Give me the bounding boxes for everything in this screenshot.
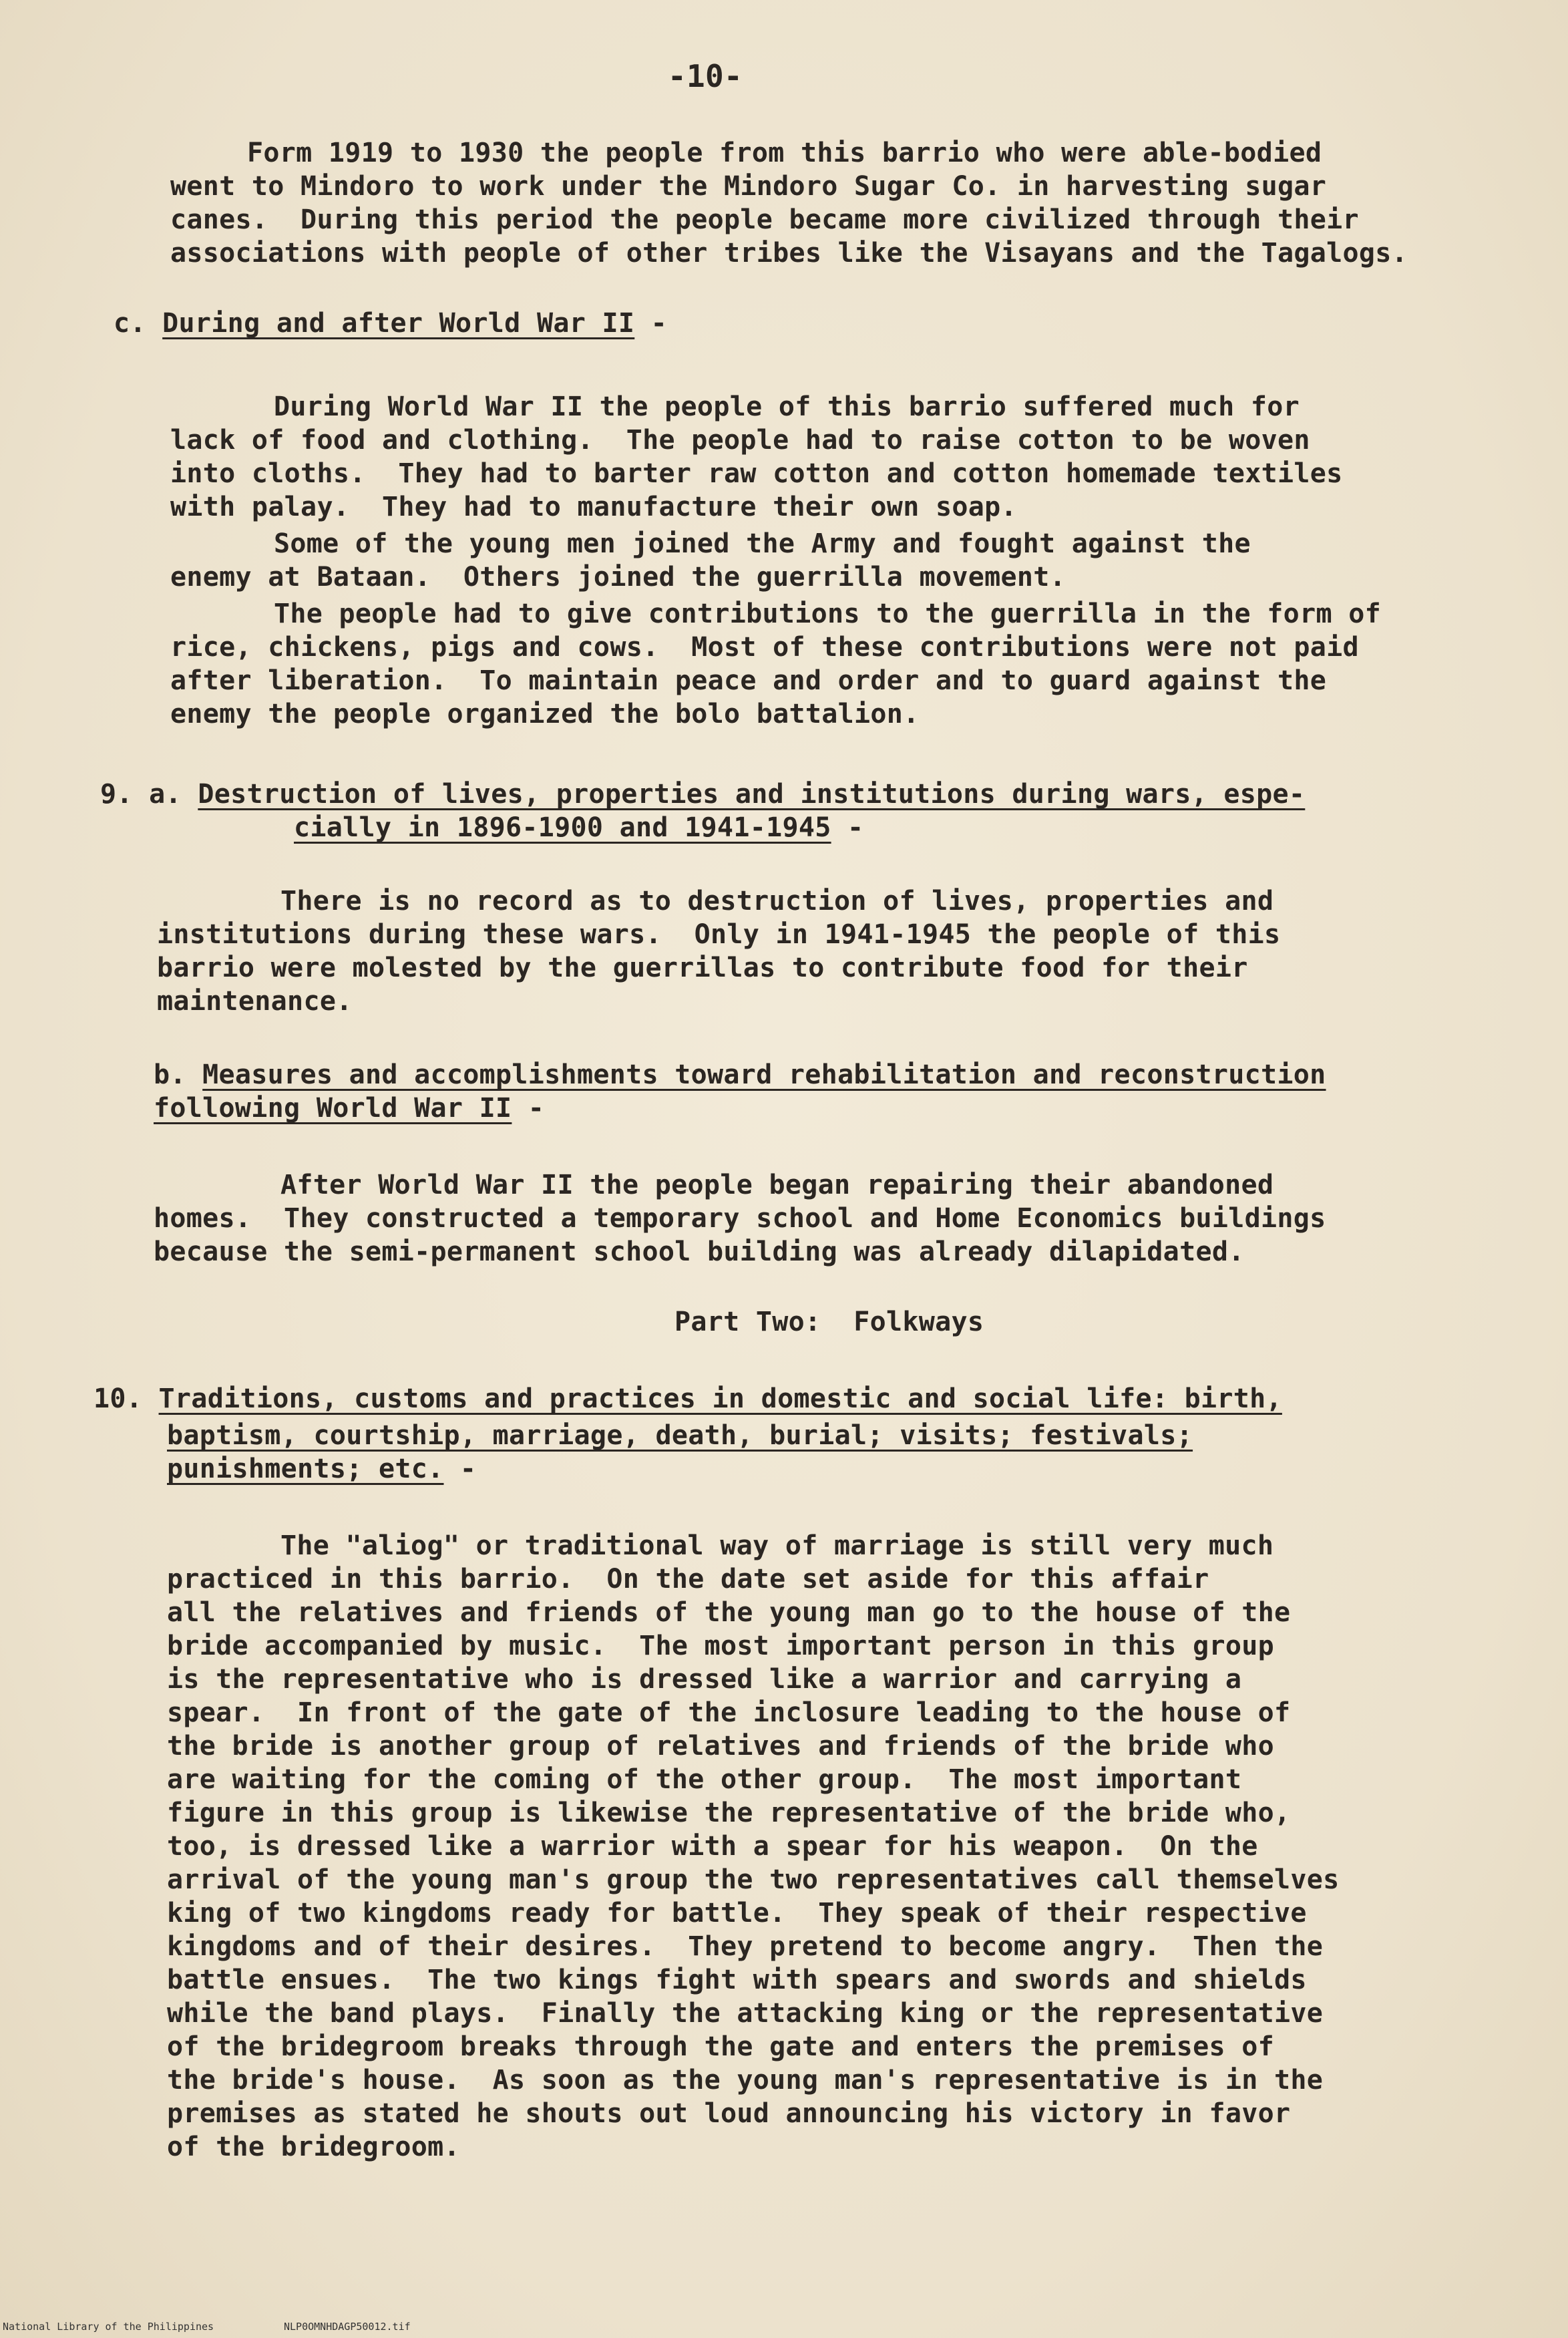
heading-dash: - — [847, 812, 864, 843]
body-line: barrio were molested by the guerrillas to contribute food for their — [157, 953, 1248, 983]
section-c-heading — [114, 307, 667, 339]
section-10-heading-cont — [167, 1453, 476, 1485]
body-line: During World War II the people of this barrio suffered much for — [274, 391, 1300, 422]
body-line: king of two kingdoms ready for battle. They speak of their respective — [167, 1898, 1307, 1929]
page-number: -10- — [668, 58, 743, 94]
footer-library: National Library of the Philippines — [3, 2321, 214, 2333]
body-line: the bride's house. As soon as the young man's representative is in the — [167, 2065, 1324, 2096]
body-line: maintenance. — [157, 986, 353, 1017]
intro-line: canes. During this period the people became more civilized through their — [170, 204, 1359, 235]
body-line: kingdoms and of their desires. They pretend to become angry. Then the — [167, 1931, 1324, 1962]
body-line: homes. They constructed a temporary school and Home Economics buildings — [154, 1203, 1326, 1234]
body-line: The "aliog" or traditional way of marriage is still very much — [280, 1530, 1274, 1561]
part-two-title: Part Two: Folkways — [674, 1307, 984, 1337]
body-line: into cloths. They had to barter raw cotton and cotton homemade textiles — [170, 458, 1343, 489]
section-10-heading — [93, 1383, 1282, 1415]
section-heading-text: Destruction of lives, properties and institutions during wars, espe- — [198, 779, 1306, 810]
section-heading-text: Traditions, customs and practices in domestic and social life: birth, — [158, 1383, 1282, 1414]
body-line: premises as stated he shouts out loud announcing his victory in favor — [167, 2098, 1291, 2129]
heading-dash: - — [459, 1454, 477, 1484]
section-marker: b. — [154, 1059, 186, 1090]
body-line: after liberation. To maintain peace and order and to guard against the — [170, 665, 1327, 696]
intro-line: associations with people of other tribes like the Visayans and the Tagalogs. — [170, 238, 1408, 269]
section-marker: c. — [114, 308, 146, 339]
section-heading-text: Measures and accomplishments toward rehabilitation and reconstruction — [202, 1059, 1326, 1090]
body-line: with palay. They had to manufacture their own soap. — [170, 492, 1017, 522]
body-line: There is no record as to destruction of lives, properties and — [280, 886, 1274, 916]
body-line: enemy the people organized the bolo battalion. — [170, 699, 920, 729]
intro-line: Form 1919 to 1930 the people from this barrio who were able-bodied — [247, 138, 1322, 168]
section-heading-text: During and after World War II — [162, 308, 635, 339]
body-line: enemy at Bataan. Others joined the guerrilla movement. — [170, 562, 1066, 593]
body-line: all the relatives and friends of the young man go to the house of the — [167, 1597, 1291, 1628]
body-line: practiced in this barrio. On the date set aside for this affair — [167, 1564, 1209, 1595]
section-marker: 10. — [93, 1383, 143, 1414]
body-line: is the representative who is dressed like a warrior and carrying a — [167, 1664, 1242, 1695]
section-9a-heading — [100, 778, 1305, 810]
section-10-heading-cont — [167, 1420, 1193, 1452]
body-line: rice, chickens, pigs and cows. Most of these contributions were not paid — [170, 632, 1359, 663]
body-line: of the bridegroom. — [167, 2132, 460, 2162]
body-line: too, is dressed like a warrior with a spear for his weapon. On the — [167, 1831, 1258, 1862]
body-line: After World War II the people began repairing their abandoned — [280, 1170, 1274, 1200]
body-line: figure in this group is likewise the representative of the bride who, — [167, 1798, 1291, 1828]
body-line: are waiting for the coming of the other group. The most important — [167, 1764, 1242, 1795]
body-line: institutions during these wars. Only in 1941-1945 the people of this — [157, 919, 1281, 950]
heading-dash: - — [528, 1093, 545, 1124]
body-line: while the band plays. Finally the attacking king or the representative — [167, 1998, 1324, 2029]
section-9b-heading — [154, 1059, 1326, 1091]
heading-dash: - — [650, 308, 668, 339]
body-line: The people had to give contributions to the guerrilla in the form of — [274, 599, 1381, 629]
body-line: battle ensues. The two kings fight with spears and swords and shields — [167, 1965, 1307, 1995]
body-line: the bride is another group of relatives and friends of the bride who — [167, 1731, 1274, 1762]
section-9a-heading-cont — [294, 812, 863, 844]
section-heading-text: cially in 1896-1900 and 1941-1945 — [294, 812, 831, 843]
body-line: spear. In front of the gate of the inclosure leading to the house of — [167, 1697, 1291, 1728]
section-marker: 9. a. — [100, 779, 182, 810]
body-line: lack of food and clothing. The people had to raise cotton to be woven — [170, 425, 1310, 456]
section-heading-text: baptism, courtship, marriage, death, burial; visits; festivals; — [167, 1420, 1193, 1451]
section-9b-heading-cont — [154, 1092, 544, 1124]
section-heading-text: punishments; etc. — [167, 1454, 444, 1484]
body-line: bride accompanied by music. The most important person in this group — [167, 1631, 1274, 1661]
body-line: arrival of the young man's group the two representatives call themselves — [167, 1864, 1340, 1895]
section-heading-text: following World War II — [154, 1093, 512, 1124]
body-line: Some of the young men joined the Army and fought against the — [274, 528, 1251, 559]
footer-filename: NLP0OMNHDAGP50012.tif — [284, 2321, 411, 2333]
body-line: because the semi-permanent school building was already dilapidated. — [154, 1236, 1245, 1267]
intro-line: went to Mindoro to work under the Mindoro Sugar Co. in harvesting sugar — [170, 171, 1327, 202]
body-line: of the bridegroom breaks through the gate and enters the premises of — [167, 2031, 1274, 2062]
